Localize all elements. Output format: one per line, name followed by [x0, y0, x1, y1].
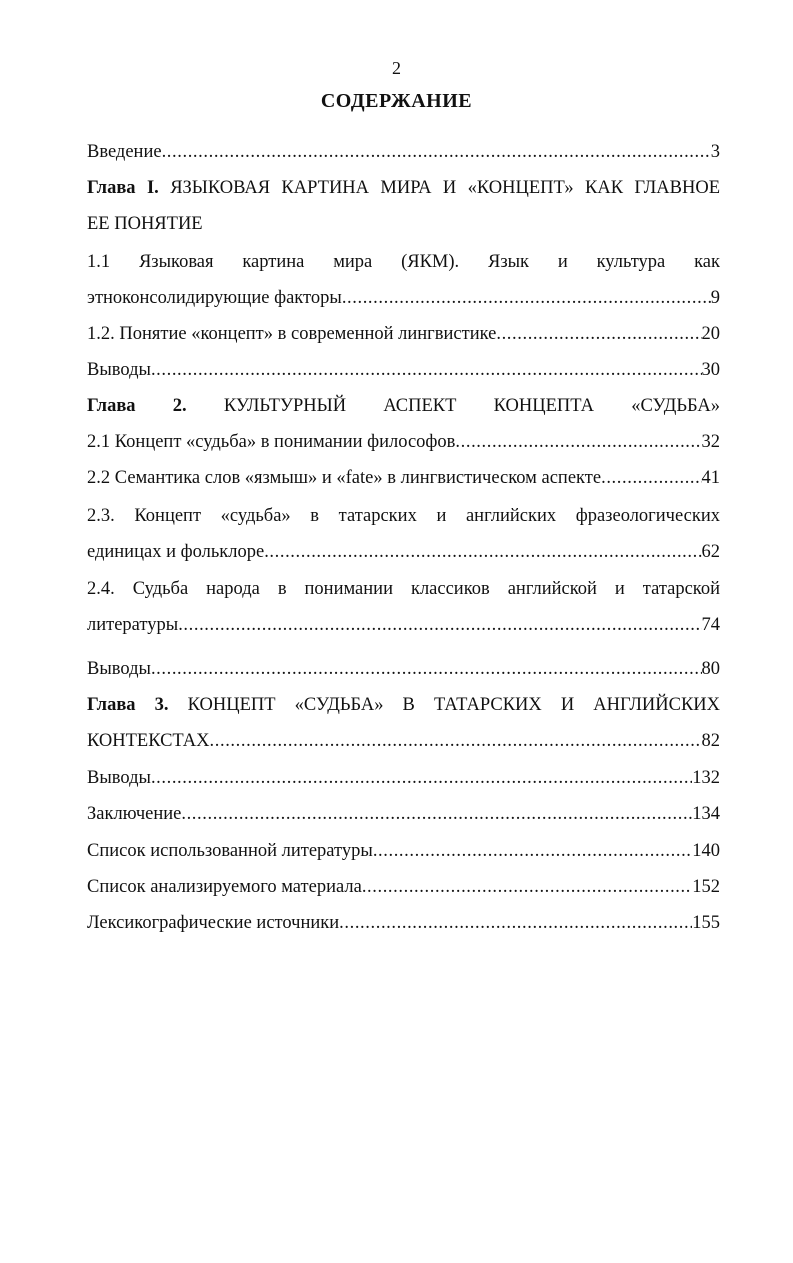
dot-leader [342, 286, 711, 310]
toc-entry-page: 155 [692, 913, 720, 933]
toc-references[interactable] [87, 839, 720, 863]
dot-leader [455, 430, 701, 454]
toc-entry-label: Выводы [87, 659, 151, 679]
dot-leader [264, 540, 701, 564]
dot-leader [339, 911, 692, 935]
dot-leader [151, 657, 702, 681]
toc-entry-label: 2.1 Концепт «судьба» в понимании философов [87, 432, 456, 452]
toc-entry-label: КОНТЕКСТАХ [87, 731, 210, 751]
chapter-title-line: ЯЗЫКОВАЯ КАРТИНА МИРА И «КОНЦЕПТ» КАК ГЛАВНОЕ [170, 178, 721, 198]
toc-entry-page: 132 [692, 768, 720, 788]
dot-leader [362, 875, 692, 899]
toc-entry-page: 9 [710, 288, 720, 308]
toc-analyzed-materials[interactable] [87, 875, 720, 899]
toc-chapter-1-heading-cont[interactable] [87, 212, 720, 236]
dot-leader [181, 802, 692, 826]
toc-entry-page: 30 [701, 360, 720, 380]
toc-entry-label: 1.2. Понятие «концепт» в современной лингвистике [87, 324, 497, 344]
toc-entry-page: 41 [701, 468, 720, 488]
dot-leader [210, 729, 702, 753]
toc-chapter-3-heading[interactable] [87, 693, 720, 717]
chapter-prefix: Глава I. [87, 178, 159, 198]
dot-leader [373, 839, 692, 863]
toc-entry-page: 32 [701, 432, 720, 452]
section-title-line: 1.1 Языковая картина мира (ЯКМ). Язык и культура как [87, 252, 720, 272]
toc-section-1-2[interactable] [87, 322, 720, 346]
toc-entry-introduction[interactable] [87, 140, 720, 164]
section-title-line: 2.3. Концепт «судьба» в татарских и английских фразеологических [87, 506, 720, 526]
toc-entry-label: Лексикографические источники [87, 913, 340, 933]
dot-leader [151, 766, 692, 790]
toc-section-1-1[interactable] [87, 250, 720, 274]
toc-entry-page: 82 [701, 731, 720, 751]
toc-lexicographic-sources[interactable] [87, 911, 720, 935]
toc-section-2-3[interactable] [87, 504, 720, 528]
chapter-title-line: ЕЕ ПОНЯТИЕ [87, 214, 203, 234]
toc-section-2-2[interactable] [87, 466, 720, 490]
toc-conclusions-1[interactable] [87, 358, 720, 382]
chapter-title-line: КУЛЬТУРНЫЙ АСПЕКТ КОНЦЕПТА «СУДЬБА» [223, 396, 720, 416]
toc-entry-page: 74 [701, 615, 720, 635]
toc-chapter-2-heading[interactable] [87, 394, 720, 418]
toc-entry-page: 62 [701, 542, 720, 562]
page-number: 2 [392, 58, 401, 78]
toc-entry-label: Список анализируемого материала [87, 877, 362, 897]
toc-conclusions-2[interactable] [87, 657, 720, 681]
toc-entry-label: Выводы [87, 360, 151, 380]
toc-chapter-3-heading-cont[interactable] [87, 729, 720, 753]
toc-entry-page: 140 [692, 841, 720, 861]
toc-entry-label: единицах и фольклоре [87, 542, 265, 562]
dot-leader [162, 140, 711, 164]
toc-conclusion[interactable] [87, 802, 720, 826]
chapter-title-line: КОНЦЕПТ «СУДЬБА» В ТАТАРСКИХ И АНГЛИЙСКИХ [187, 695, 721, 715]
dot-leader [178, 613, 701, 637]
toc-conclusions-3[interactable] [87, 766, 720, 790]
toc-entry-page: 134 [692, 804, 720, 824]
toc-entry-page: 3 [710, 142, 720, 162]
toc-section-2-4[interactable] [87, 577, 720, 601]
toc-entry-label: 2.2 Семантика слов «язмыш» и «fate» в лингвистическом аспекте [87, 468, 602, 488]
dot-leader [151, 358, 702, 382]
dot-leader [601, 466, 701, 490]
toc-chapter-1-heading[interactable] [87, 176, 720, 200]
toc-entry-label: Заключение [87, 804, 182, 824]
toc-section-1-1-cont[interactable] [87, 286, 720, 310]
toc-entry-label: литературы [87, 615, 179, 635]
page-title: СОДЕРЖАНИЕ [320, 90, 473, 112]
toc-entry-page: 152 [692, 877, 720, 897]
toc-section-2-1[interactable] [87, 430, 720, 454]
dot-leader [496, 322, 701, 346]
toc-entry-label: этноконсолидирующие факторы [87, 288, 342, 308]
chapter-prefix: Глава 2. [87, 396, 187, 416]
toc-entry-page: 80 [701, 659, 720, 679]
toc-entry-label: Введение [87, 142, 162, 162]
toc-entry-page: 20 [701, 324, 720, 344]
toc-entry-label: Список использованной литературы [87, 841, 373, 861]
toc-section-2-3-cont[interactable] [87, 540, 720, 564]
section-title-line: 2.4. Судьба народа в понимании классиков английской и татарской [87, 579, 720, 599]
chapter-prefix: Глава 3. [87, 695, 169, 715]
toc-entry-label: Выводы [87, 768, 151, 788]
toc-section-2-4-cont[interactable] [87, 613, 720, 637]
